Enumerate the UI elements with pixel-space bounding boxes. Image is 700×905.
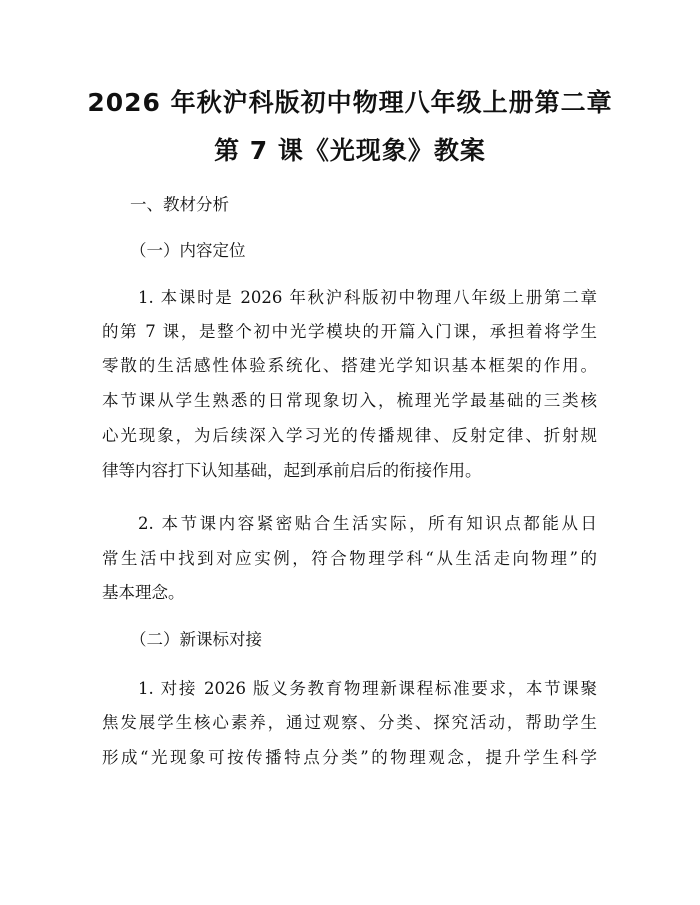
paragraph-1-line-4: 本节课从学生熟悉的日常现象切入，梳理光学最基础的三类核 bbox=[102, 391, 597, 410]
paragraph-1-line-3: 零散的生活感性体验系统化、搭建光学知识基本框架的作用。 bbox=[102, 356, 597, 375]
section-heading-textbook-analysis: 一、教材分析 bbox=[130, 195, 229, 214]
paragraph-3-line-3: 形成“光现象可按传播特点分类”的物理观念，提升学生科学 bbox=[102, 748, 597, 767]
paragraph-2-line-1: 2. 本节课内容紧密贴合生活实际，所有知识点都能从日 bbox=[138, 514, 597, 533]
subsection-heading-content-positioning: （一）内容定位 bbox=[130, 241, 246, 260]
paragraph-1-line-2: 的第 7 课，是整个初中光学模块的开篇入门课，承担着将学生 bbox=[102, 322, 597, 341]
paragraph-1-line-1: 1. 本课时是 2026 年秋沪科版初中物理八年级上册第二章 bbox=[138, 288, 597, 307]
paragraph-1-line-6: 律等内容打下认知基础，起到承前启后的衔接作用。 bbox=[102, 461, 482, 480]
paragraph-3-line-2: 焦发展学生核心素养，通过观察、分类、探究活动，帮助学生 bbox=[102, 713, 597, 732]
paragraph-3-line-1: 1. 对接 2026 版义务教育物理新课程标准要求，本节课聚 bbox=[138, 679, 597, 698]
paragraph-2-line-2: 常生活中找到对应实例，符合物理学科“从生活走向物理”的 bbox=[102, 549, 597, 568]
document-title-line-1: 2026 年秋沪科版初中物理八年级上册第二章 bbox=[87, 88, 613, 117]
subsection-heading-curriculum-standards: （二）新课标对接 bbox=[130, 630, 262, 649]
paragraph-1-line-5: 心光现象，为后续深入学习光的传播规律、反射定律、折射规 bbox=[102, 426, 597, 445]
paragraph-2-line-3: 基本理念。 bbox=[102, 583, 185, 602]
document-title-line-2: 第 7 课《光现象》教案 bbox=[214, 136, 486, 165]
